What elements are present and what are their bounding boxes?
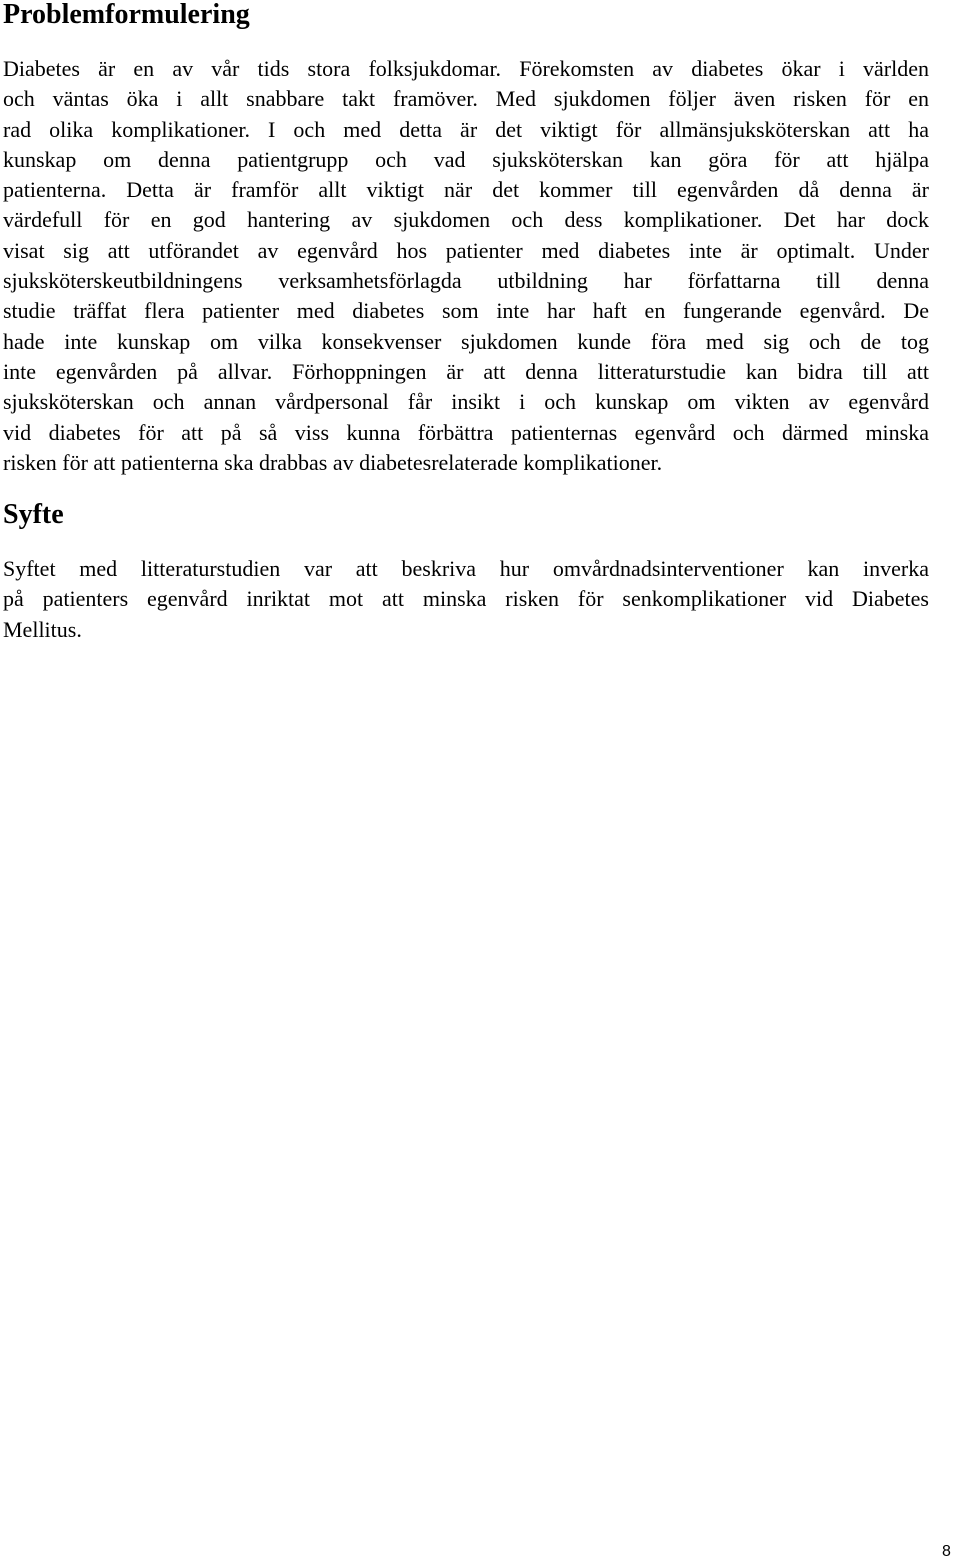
paragraph-problemformulering [3,54,929,478]
page-number: 8 [942,1543,951,1560]
paragraph-syfte [3,554,929,645]
text-line: patienterna. Detta är framför allt viktigt när det kommer till egenvården då denna är [3,177,929,203]
text-line: sjuksköterskan och annan vårdpersonal får insikt i och kunskap om vikten av egenvård [3,389,929,415]
text-line: risken för att patienterna ska drabbas av diabetesrelaterade komplikationer. [3,449,663,475]
text-line: Diabetes är en av vår tids stora folksjukdomar. Förekomsten av diabetes ökar i världen [3,56,929,81]
text-line: på patienters egenvård inriktat mot att minska risken för senkomplikationer vid Diabetes [3,586,929,612]
text-line: sjuksköterskeutbildningens verksamhetsförlagda utbildning har författarna till denna [3,268,929,294]
text-line: vid diabetes för att på så viss kunna förbättra patienternas egenvård och därmed minska [3,419,929,445]
text-line: visat sig att utförandet av egenvård hos patienter med diabetes inte är optimalt. Under [3,237,929,263]
text-line: hade inte kunskap om vilka konsekvenser sjukdomen kunde föra med sig och de tog [3,328,929,354]
text-line: studie träffat flera patienter med diabetes som inte har haft en fungerande egenvård. De [3,298,929,324]
text-line: värdefull för en god hantering av sjukdomen och dess komplikationer. Det har dock [3,207,929,233]
heading-problemformulering: Problemformulering [3,0,250,30]
text-line: rad olika komplikationer. I och med detta är det viktigt för allmänsjuksköterskan att ha [3,116,929,142]
text-line: inte egenvården på allvar. Förhoppningen är att denna litteraturstudie kan bidra till att [3,358,929,384]
text-line: kunskap om denna patientgrupp och vad sjuksköterskan kan göra för att hjälpa [3,146,929,172]
text-line: Syftet med litteraturstudien var att beskriva hur omvårdnadsinterventioner kan inverka [3,556,929,581]
text-line: Mellitus. [3,616,82,642]
heading-syfte: Syfte [3,499,64,530]
text-line: och väntas öka i allt snabbare takt framöver. Med sjukdomen följer även risken för en [3,86,929,112]
